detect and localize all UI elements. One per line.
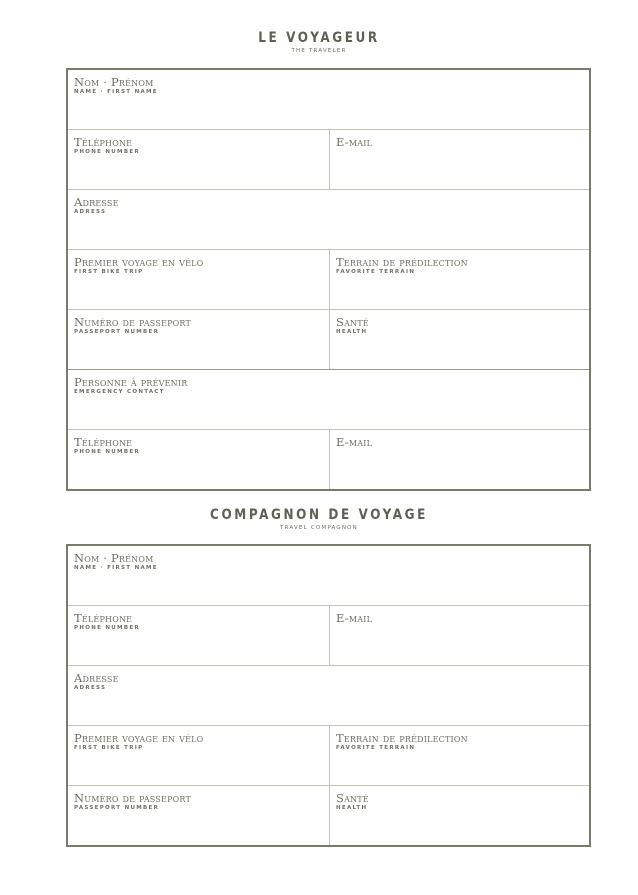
companion-row-bike bbox=[68, 725, 589, 785]
traveler-row-contact bbox=[68, 129, 589, 189]
traveler-address-field[interactable] bbox=[68, 190, 589, 249]
field-sublabel: ADRESS bbox=[74, 685, 107, 691]
field-sublabel: PHONE NUMBER bbox=[74, 149, 140, 155]
field-label: E-mail bbox=[336, 135, 373, 149]
field-sublabel: FAVORITE TERRAIN bbox=[336, 745, 416, 751]
traveler-emergency-phone-input[interactable] bbox=[74, 461, 323, 485]
companion-terrain-input[interactable] bbox=[336, 757, 583, 781]
traveler-emergency-input[interactable] bbox=[74, 401, 583, 425]
companion-phone-field[interactable] bbox=[68, 606, 329, 665]
field-label: Personne à prévenir bbox=[74, 375, 188, 389]
traveler-form bbox=[66, 68, 591, 491]
traveler-emergency-email-field[interactable] bbox=[329, 430, 589, 489]
field-label: Téléphone bbox=[74, 135, 133, 149]
traveler-passport-field[interactable] bbox=[68, 310, 329, 369]
traveler-first-trip-input[interactable] bbox=[74, 281, 323, 305]
field-sublabel: PHONE NUMBER bbox=[74, 625, 140, 631]
field-sublabel: NAME · FIRST NAME bbox=[74, 89, 158, 95]
field-label: E-mail bbox=[336, 435, 373, 449]
field-label: Nom · Prénom bbox=[74, 75, 154, 89]
companion-row-name bbox=[68, 546, 589, 605]
companion-section-title: COMPAGNON DE VOYAGE bbox=[210, 507, 428, 523]
traveler-terrain-field[interactable] bbox=[329, 250, 589, 309]
traveler-row-address bbox=[68, 189, 589, 249]
traveler-passport-input[interactable] bbox=[74, 341, 323, 365]
field-label: Téléphone bbox=[74, 435, 133, 449]
traveler-row-emergency bbox=[68, 369, 589, 429]
companion-email-input[interactable] bbox=[336, 637, 583, 661]
field-sublabel: NAME · FIRST NAME bbox=[74, 565, 158, 571]
traveler-email-input[interactable] bbox=[336, 161, 583, 185]
companion-phone-input[interactable] bbox=[74, 637, 323, 661]
companion-terrain-field[interactable] bbox=[329, 726, 589, 785]
traveler-row-emergency-contact bbox=[68, 429, 589, 489]
field-sublabel: EMERGENCY CONTACT bbox=[74, 389, 165, 395]
companion-row-contact bbox=[68, 605, 589, 665]
field-label: Numéro de passeport bbox=[74, 791, 192, 805]
field-label: E-mail bbox=[336, 611, 373, 625]
field-label: Premier voyage en vélo bbox=[74, 255, 204, 269]
companion-first-trip-input[interactable] bbox=[74, 757, 323, 781]
traveler-phone-input[interactable] bbox=[74, 161, 323, 185]
companion-name-field[interactable] bbox=[68, 546, 589, 605]
traveler-emergency-email-input[interactable] bbox=[336, 461, 583, 485]
field-sublabel: FAVORITE TERRAIN bbox=[336, 269, 416, 275]
field-label: Numéro de passeport bbox=[74, 315, 192, 329]
field-sublabel: HEALTH bbox=[336, 805, 368, 811]
traveler-name-input[interactable] bbox=[74, 101, 583, 125]
field-label: Adresse bbox=[74, 195, 119, 209]
companion-name-input[interactable] bbox=[74, 577, 583, 601]
companion-first-trip-field[interactable] bbox=[68, 726, 329, 785]
field-label: Santé bbox=[336, 315, 369, 329]
field-sublabel: ADRESS bbox=[74, 209, 107, 215]
field-label: Adresse bbox=[74, 671, 119, 685]
field-label: Premier voyage en vélo bbox=[74, 731, 204, 745]
traveler-emergency-phone-field[interactable] bbox=[68, 430, 329, 489]
companion-address-field[interactable] bbox=[68, 666, 589, 725]
field-sublabel: FIRST BIKE TRIP bbox=[74, 269, 144, 275]
field-sublabel: PASSEPORT NUMBER bbox=[74, 805, 160, 811]
companion-passport-input[interactable] bbox=[74, 817, 323, 841]
traveler-health-input[interactable] bbox=[336, 341, 583, 365]
field-sublabel: FIRST BIKE TRIP bbox=[74, 745, 144, 751]
traveler-row-name bbox=[68, 70, 589, 129]
companion-health-field[interactable] bbox=[329, 786, 589, 845]
field-sublabel: HEALTH bbox=[336, 329, 368, 335]
traveler-row-passport bbox=[68, 309, 589, 369]
field-label: Terrain de prédilection bbox=[336, 255, 468, 269]
field-label: Santé bbox=[336, 791, 369, 805]
companion-passport-field[interactable] bbox=[68, 786, 329, 845]
traveler-address-input[interactable] bbox=[74, 221, 583, 245]
field-label: Téléphone bbox=[74, 611, 133, 625]
companion-health-input[interactable] bbox=[336, 817, 583, 841]
companion-form bbox=[66, 544, 591, 847]
traveler-row-bike bbox=[68, 249, 589, 309]
field-sublabel: PASSEPORT NUMBER bbox=[74, 329, 160, 335]
traveler-first-trip-field[interactable] bbox=[68, 250, 329, 309]
field-sublabel: PHONE NUMBER bbox=[74, 449, 140, 455]
companion-address-input[interactable] bbox=[74, 697, 583, 721]
companion-section-subtitle: TRAVEL COMPAGNON bbox=[280, 525, 358, 531]
companion-row-passport bbox=[68, 785, 589, 845]
companion-email-field[interactable] bbox=[329, 606, 589, 665]
field-label: Terrain de prédilection bbox=[336, 731, 468, 745]
traveler-health-field[interactable] bbox=[329, 310, 589, 369]
traveler-phone-field[interactable] bbox=[68, 130, 329, 189]
traveler-section-subtitle: THE TRAVELER bbox=[291, 48, 347, 54]
traveler-terrain-input[interactable] bbox=[336, 281, 583, 305]
companion-row-address bbox=[68, 665, 589, 725]
traveler-section-title: LE VOYAGEUR bbox=[258, 30, 380, 46]
traveler-emergency-field[interactable] bbox=[68, 370, 589, 429]
field-label: Nom · Prénom bbox=[74, 551, 154, 565]
traveler-name-field[interactable] bbox=[68, 70, 589, 129]
traveler-email-field[interactable] bbox=[329, 130, 589, 189]
